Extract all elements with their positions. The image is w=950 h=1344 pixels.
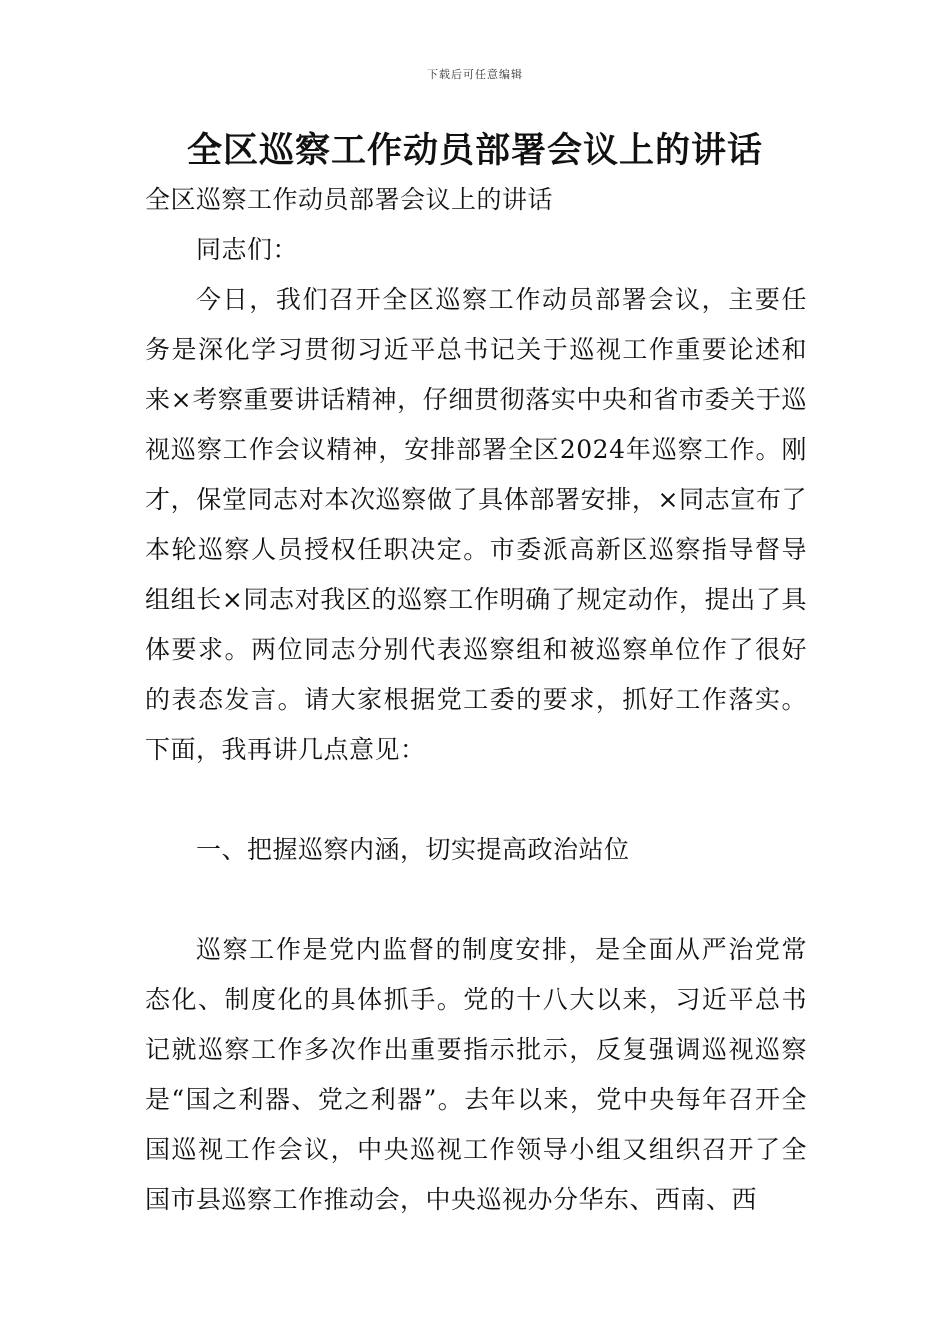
paragraph: 巡察工作是党内监督的制度安排，是全面从严治党常态化、制度化的具体抓手。党的十八大以来，习近平总书记就巡察工作多次作出重要指示批示，反复强调巡视巡察是“国之利器、党之利器”。去年以来，党中央每年召开全国巡视工作会议，中央巡视工作领导小组又组织召开了全国市县巡察工作推动会，中央巡视办分华东、西南、西 (145, 935, 807, 1214)
header-note: 下载后可任意编辑 (427, 68, 523, 81)
document-body (145, 175, 807, 1225)
paragraph: 今日，我们召开全区巡察工作动员部署会议，主要任务是深化学习贯彻习近平总书记关于巡视工作重要论述和来×考察重要讲话精神，仔细贯彻落实中央和省市委关于巡视巡察工作会议精神，安排部署全区2024年巡察工作。刚才，保堂同志对本次巡察做了具体部署安排，×同志宣布了本轮巡察人员授权任职决定。市委派高新区巡察指导督导组组长×同志对我区的巡察工作明确了规定动作，提出了具体要求。两位同志分别代表巡察组和被巡察单位作了很好的表态发言。请大家根据党工委的要求，抓好工作落实。下面，我再讲几点意见： (145, 285, 807, 764)
section-heading: 一、把握巡察内涵，切实提高政治站位 (196, 835, 630, 864)
document-subtitle: 全区巡察工作动员部署会议上的讲话 (145, 185, 554, 214)
paragraph-gap (145, 875, 807, 925)
document-title: 全区巡察工作动员部署会议上的讲话 (186, 131, 763, 171)
paragraph-gap (145, 775, 807, 825)
salutation: 同志们： (196, 235, 299, 264)
